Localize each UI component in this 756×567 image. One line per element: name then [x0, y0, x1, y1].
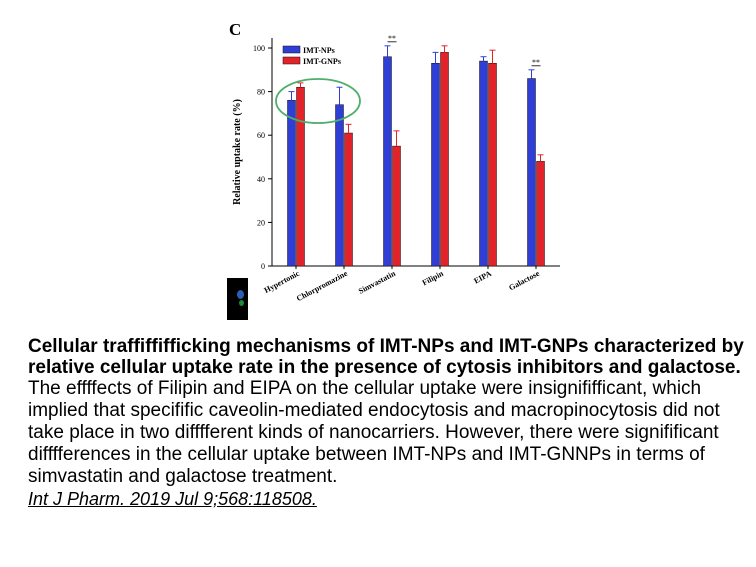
bar-imt-nps — [336, 105, 344, 266]
bar-imt-gnps — [393, 146, 401, 266]
x-tick-label: EIPA — [472, 268, 493, 286]
bar-imt-nps — [288, 100, 296, 266]
legend — [283, 46, 341, 66]
legend-label: IMT-NPs — [303, 46, 335, 55]
significance-label: ** — [388, 33, 396, 43]
x-tick-label: Galactose — [507, 268, 541, 293]
legend-swatch — [283, 57, 300, 64]
caption-body: The effffects of Filipin and EIPA on the cellular uptake were insignififficant, which implied that specifific caveolin-mediated endocytosis and macropinocytosis did not take place in two difffferent kinds of nanocarriers. However, there were signifificant difffferences in the cellular uptake between IMT-NPs and IMT-GNNPs in terms of simvastatin and galactose treatment. — [28, 378, 720, 487]
bar-imt-gnps — [537, 161, 545, 266]
bar-imt-nps — [528, 79, 536, 266]
y-tick-label: 40 — [257, 174, 265, 184]
caption-title: Cellular traffiffifficking mechanisms of IMT-NPs and IMT-GNPs characterized by relative cellular uptake rate in the presence of cytosis inhibitors and galactose. — [28, 336, 744, 378]
caption — [28, 336, 748, 510]
legend-swatch — [283, 46, 300, 53]
significance-label: ** — [532, 57, 540, 67]
y-tick-label: 0 — [261, 262, 265, 271]
bar-imt-nps — [480, 61, 488, 266]
bar-imt-nps — [432, 63, 440, 266]
citation-link[interactable]: Int J Pharm. 2019 Jul 9;568:118508. — [28, 489, 317, 509]
y-tick-label: 20 — [257, 218, 265, 228]
bar-imt-gnps — [489, 63, 497, 266]
x-axis — [263, 266, 560, 303]
y-tick-label: 80 — [257, 87, 265, 97]
bar-imt-gnps — [441, 52, 449, 266]
y-tick-label: 100 — [253, 44, 265, 53]
x-tick-label: Simvastatin — [356, 268, 397, 296]
legend-label: IMT-GNPs — [303, 57, 341, 66]
y-axis — [253, 38, 272, 271]
thumbnail-image — [227, 278, 248, 320]
x-tick-label: Chlorpromazine — [295, 268, 349, 304]
significance-markers — [388, 34, 541, 67]
x-tick-label: Filipin — [420, 268, 445, 288]
y-axis-label: Relative uptake rate (%) — [232, 99, 243, 205]
bar-imt-gnps — [345, 133, 353, 266]
panel-label: C — [229, 20, 242, 39]
bar-imt-nps — [384, 57, 392, 266]
bar-imt-gnps — [297, 87, 305, 266]
x-tick-label: Hypertonic — [262, 268, 301, 295]
y-tick-label: 60 — [257, 131, 265, 141]
